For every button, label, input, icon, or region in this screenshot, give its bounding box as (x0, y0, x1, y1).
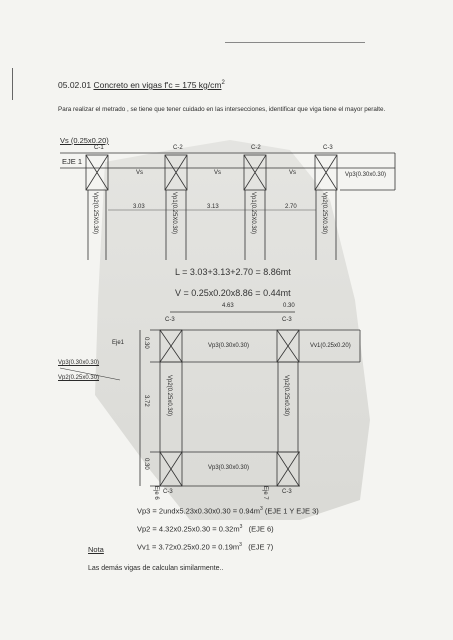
col-label-c3: C-3 (323, 145, 333, 151)
section-title-text: Concreto en vigas f'c = 175 kg/cm (93, 80, 222, 90)
equation-vv1-text: Vv1 = 3.72x0.25x0.20 = 0.19m (137, 542, 240, 552)
axis-eje7: Eje 7 (262, 486, 268, 500)
dim-top-2: 0.30 (283, 303, 295, 309)
vp2-right-label: Vp2(0.25x0.30) (283, 375, 289, 417)
calc-volume: V = 0.25x0.20x8.86 = 0.44mt (175, 288, 291, 298)
equation-vp3-text: Vp3 = 2undx5.23x0.30x0.30 = 0.94m (137, 506, 261, 516)
note-heading: Nota (88, 545, 104, 554)
left-label-vp3: Vp3(0.30x0.30) (58, 360, 100, 366)
equation-vp2 (137, 524, 274, 534)
axis-label-eje1: EJE 1 (62, 157, 83, 166)
dim-top-1: 4.63 (222, 303, 234, 309)
intro-paragraph: Para realizar el metrado , se tiene que tener cuidado en las intersecciones, identificar que viga tiene el mayor peralte. (58, 106, 386, 113)
vdim-3: 0.30 (143, 458, 149, 470)
vs-label-2: Vs (214, 170, 222, 176)
vv1-label: Vv1(0.25x0.20) (310, 343, 351, 349)
closing-text: Las demás vigas de calculan similarmente.. (88, 565, 224, 572)
calc-length: L = 3.03+3.13+2.70 = 8.86mt (175, 267, 291, 277)
span-3: 2.70 (285, 204, 297, 210)
equation-vp2-text: Vp2 = 4.32x0.25x0.30 = 0.32m (137, 524, 240, 534)
col-label-c1: C-1 (94, 145, 104, 151)
vp3-top-label: Vp3(0.30x0.30) (208, 343, 250, 349)
vp-label-3: Vp1(0.25X0.30) (250, 192, 256, 235)
vp-label-2: Vp1(0.25X0.30) (171, 192, 177, 235)
vs-label-1: Vs (136, 170, 144, 176)
vdim-1: 0.30 (143, 337, 149, 349)
equation-vv1-axis: (EJE 7) (248, 542, 274, 552)
vp-label-4: Vp2(0.25X0.30) (321, 192, 327, 235)
section-title-exp: 2 (221, 80, 225, 87)
equation-vp2-axis: (EJE 6) (248, 524, 274, 534)
col-label-c2b: C-2 (251, 145, 261, 151)
vdim-2: 3.72 (143, 395, 149, 407)
equation-vv1-exp: 3 (239, 542, 242, 548)
left-mark: Eje1 (112, 340, 125, 346)
section-code: 05.02.01 (58, 80, 92, 90)
vp3-label: Vp3(0.30x0.30) (345, 172, 387, 178)
col-b-1: C-3 (165, 317, 175, 323)
span-1: 3.03 (133, 204, 145, 210)
vp3-bottom-label: Vp3(0.30x0.30) (208, 465, 250, 471)
col-label-c2a: C-2 (173, 145, 183, 151)
equation-vp3 (137, 506, 319, 516)
vs-beam-label: Vs (0.25x0.20) (60, 136, 109, 145)
col-b-3: C-3 (163, 489, 173, 495)
col-b-4: C-3 (282, 489, 292, 495)
axis-eje6: Eje 6 (153, 486, 159, 500)
equation-vp2-exp: 3 (239, 524, 243, 530)
col-b-2: C-3 (282, 317, 292, 323)
vp2-left-label: Vp2(0.25x0.30) (166, 375, 172, 417)
vs-label-3: Vs (289, 170, 297, 176)
equation-vp3-axis: (EJE 1 Y EJE 3) (264, 506, 319, 516)
equation-vp3-exp: 3 (260, 506, 263, 512)
left-label-vp2: Vp2(0.25x0.30) (58, 375, 100, 381)
span-2: 3.13 (207, 204, 219, 210)
equation-vv1 (137, 542, 273, 552)
vp-label-1: Vp2(0.25X0.30) (92, 192, 98, 235)
